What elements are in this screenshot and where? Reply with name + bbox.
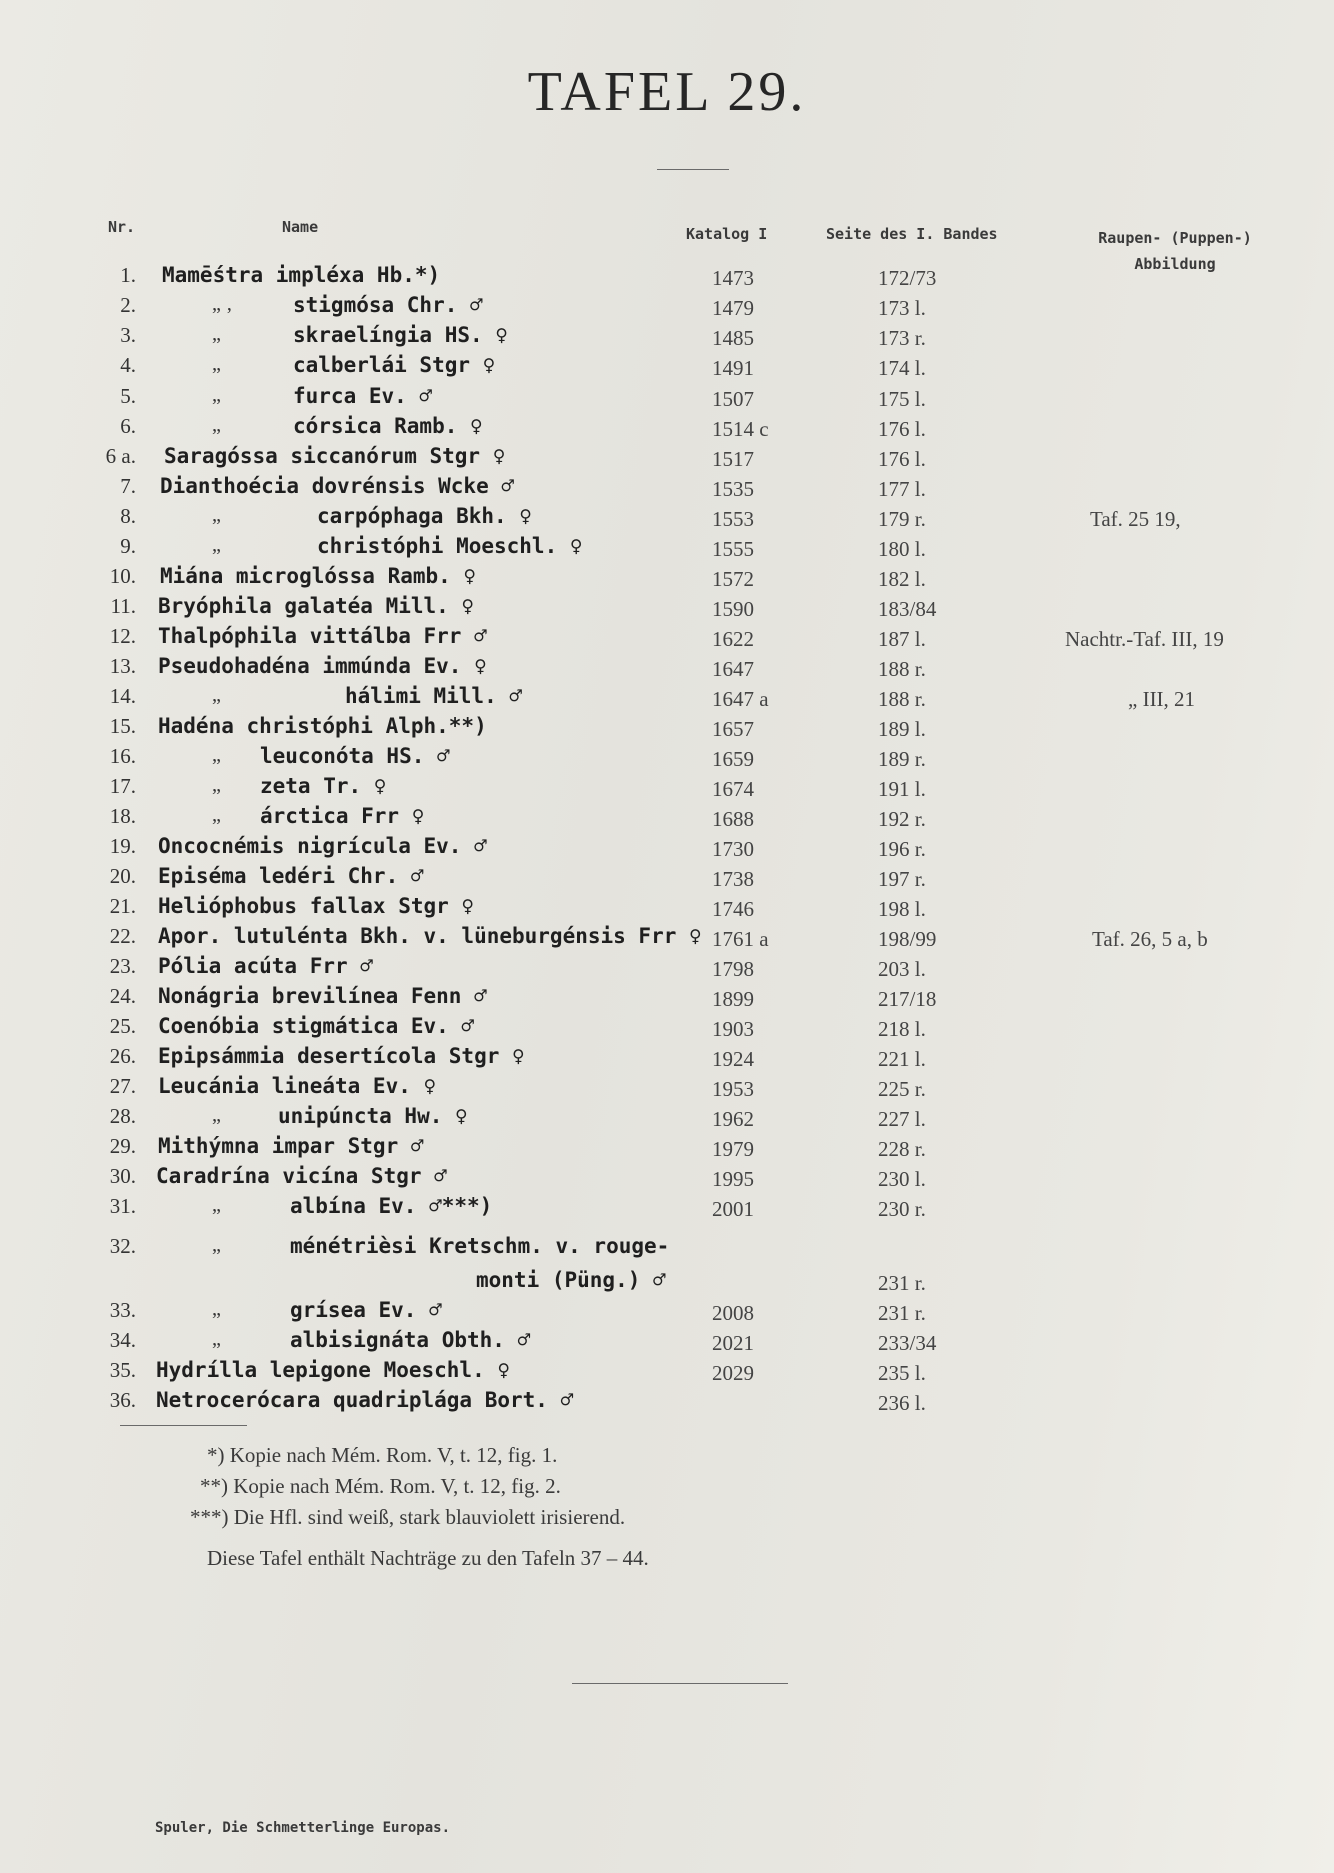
row-number: 25. [109,1014,136,1038]
page-reference: 233/34 [878,1331,937,1355]
ditto-mark: „ [212,1328,221,1350]
table-row [0,624,1334,654]
header-raupen-line2: Abbildung [1134,255,1216,273]
table-row [0,744,1334,774]
species-name: christóphi Moeschl. ♀ [317,534,583,558]
table-row [0,654,1334,684]
row-number: 15. [109,714,136,738]
katalog-number: 1517 [712,447,754,471]
table-row [0,504,1334,534]
page-reference: 175 l. [878,387,926,411]
row-number: 32. [109,1234,136,1258]
table-row [0,684,1334,714]
species-name: Miána microglóssa Ramb. ♀ [160,564,477,588]
table-row [0,323,1334,353]
ditto-mark: „ [212,1104,221,1126]
katalog-number: 1647 a [712,687,769,711]
species-name: córsica Ramb. ♀ [293,414,483,438]
katalog-number: 1979 [712,1137,754,1161]
species-name: Dianthoécia dovrénsis Wcke ♂ [160,474,515,498]
row-number: 2. [120,293,136,317]
row-number: 33. [109,1298,136,1322]
katalog-number: 1535 [712,477,754,501]
table-row [0,924,1334,954]
species-name: Hadéna christóphi Alph.**) [158,714,487,738]
table-row [0,474,1334,504]
page-reference: 188 r. [878,657,926,681]
species-name: carpóphaga Bkh. ♀ [317,504,532,528]
larva-figure-reference: „ III, 21 [1128,687,1196,711]
species-name: calberlái Stgr ♀ [293,353,496,377]
footnote: *) Kopie nach Mém. Rom. V, t. 12, fig. 1. [207,1443,558,1467]
table-row [0,1164,1334,1194]
page-reference: 198 l. [878,897,926,921]
page-reference: 236 l. [878,1391,926,1415]
table-row [0,534,1334,564]
table-row [0,954,1334,984]
row-number: 20. [109,864,136,888]
table-row [0,353,1334,383]
species-name: Bryóphila galatéa Mill. ♀ [158,594,475,618]
ditto-mark: „ [212,534,221,556]
page-reference: 176 l. [878,447,926,471]
page-reference: 180 l. [878,537,926,561]
table-row [0,714,1334,744]
row-number: 11. [110,594,136,618]
page-reference: 231 r. [878,1301,926,1325]
page-reference: 182 l. [878,567,926,591]
katalog-number: 1995 [712,1167,754,1191]
page-reference: 197 r. [878,867,926,891]
header-raupen-line1: Raupen- (Puppen-) [1098,229,1252,247]
row-number: 18. [109,804,136,828]
row-number: 27. [109,1074,136,1098]
row-number: 13. [109,654,136,678]
katalog-number: 1555 [712,537,754,561]
ditto-mark: „ [212,804,221,826]
table-row [0,1134,1334,1164]
row-number: 8. [120,504,136,528]
species-name: skraelíngia HS. ♀ [293,323,508,347]
page-reference: 189 r. [878,747,926,771]
table-row [0,594,1334,624]
footer-citation: Spuler, Die Schmetterlinge Europas. [155,1820,451,1836]
page-reference: 230 r. [878,1197,926,1221]
species-name: Netrocerócara quadriplága Bort. ♂ [156,1388,574,1412]
species-name: Caradrína vicína Stgr ♂ [156,1164,447,1188]
table-row [0,1388,1334,1418]
katalog-number: 1507 [712,387,754,411]
title-rule [657,169,729,170]
page-reference: 189 l. [878,717,926,741]
page-reference: 196 r. [878,837,926,861]
header-name: Name [282,218,319,236]
page-reference: 174 l. [878,356,926,380]
page-reference: 188 r. [878,687,926,711]
katalog-number: 1590 [712,597,754,621]
page-reference: 218 l. [878,1017,926,1041]
header-seite: Seite des I. Bandes [826,225,998,243]
species-name: Pseudohadéna immúnda Ev. ♀ [158,654,487,678]
katalog-number: 2029 [712,1361,754,1385]
ditto-mark: „ [212,1194,221,1216]
katalog-number: 1730 [712,837,754,861]
katalog-number: 1798 [712,957,754,981]
katalog-number: 1473 [712,266,754,290]
katalog-number: 1491 [712,356,754,380]
page-reference: 191 l. [878,777,926,801]
table-row [0,1194,1334,1224]
row-number: 16. [109,744,136,768]
row-number: 22. [109,924,136,948]
katalog-number: 1738 [712,867,754,891]
table-row [0,774,1334,804]
species-name: ménétrièsi Kretschm. v. rouge- [290,1234,670,1258]
katalog-number: 1899 [712,987,754,1011]
ditto-mark: „ [212,504,221,526]
row-number: 1. [120,263,136,287]
table-row [0,414,1334,444]
ditto-mark: „ [212,384,221,406]
row-number: 34. [109,1328,136,1352]
row-number: 12. [109,624,136,648]
table-row [0,1104,1334,1134]
katalog-number: 2021 [712,1331,754,1355]
katalog-number: 1514 c [712,417,769,441]
larva-figure-reference: Nachtr.-Taf. III, 19 [1065,627,1224,651]
table-row [0,293,1334,323]
table-row [0,444,1334,474]
species-name: Episéma ledéri Chr. ♂ [158,864,424,888]
table-row [0,1298,1334,1328]
katalog-number: 2001 [712,1197,754,1221]
header-katalog: Katalog I [686,225,768,243]
ditto-mark: „ ‚ [212,293,233,315]
species-name: Coenóbia stigmática Ev. ♂ [158,1014,475,1038]
species-name: grísea Ev. ♂ [290,1298,442,1322]
row-number: 23. [109,954,136,978]
ditto-mark: „ [212,353,221,375]
page-reference: 225 r. [878,1077,926,1101]
katalog-number: 2008 [712,1301,754,1325]
species-name: leuconóta HS. ♂ [260,744,450,768]
species-name: Helióphobus fallax Stgr ♀ [158,894,475,918]
katalog-number: 1485 [712,326,754,350]
footnote: **) Kopie nach Mém. Rom. V, t. 12, fig. 2. [200,1474,561,1498]
species-name: Pólia acúta Frr ♂ [158,954,373,978]
row-number: 3. [120,323,136,347]
species-name: albisignáta Obth. ♂ [290,1328,531,1352]
table-row [0,834,1334,864]
page-reference: 230 l. [878,1167,926,1191]
species-name: stigmósa Chr. ♂ [293,293,483,317]
table-row [0,1358,1334,1388]
species-name: zeta Tr. ♀ [260,774,387,798]
row-number: 10. [109,564,136,588]
ditto-mark: „ [212,684,221,706]
species-name: Oncocnémis nigrícula Ev. ♂ [158,834,487,858]
species-name: Thalpóphila vittálba Frr ♂ [158,624,487,648]
page-reference: 177 l. [878,477,926,501]
species-name: Epipsámmia desertícola Stgr ♀ [158,1044,525,1068]
row-number: 5. [120,384,136,408]
ditto-mark: „ [212,1234,221,1256]
ditto-mark: „ [212,323,221,345]
ditto-mark: „ [212,774,221,796]
table-row [0,1044,1334,1074]
species-name: unipúncta Hw. ♀ [278,1104,468,1128]
page-reference: 235 l. [878,1361,926,1385]
species-name: Apor. lutulénta Bkh. v. lüneburgénsis Frr ♀ [158,924,702,948]
katalog-number: 1674 [712,777,754,801]
row-number: 24. [109,984,136,1008]
ditto-mark: „ [212,744,221,766]
page-reference: 183/84 [878,597,937,621]
row-number: 19. [109,834,136,858]
row-number: 26. [109,1044,136,1068]
page-title: TAFEL 29. [527,61,807,123]
row-number: 35. [109,1358,136,1382]
species-name: Saragóssa siccanórum Stgr ♀ [164,444,506,468]
species-name: albína Ev. ♂***) [290,1194,493,1218]
table-row [0,1234,1334,1264]
table-row [0,1328,1334,1358]
page-reference: 217/18 [878,987,937,1011]
katalog-number: 1659 [712,747,754,771]
species-name: hálimi Mill. ♂ [345,684,523,708]
larva-figure-reference: Taf. 25 19, [1090,507,1181,531]
table-row [0,984,1334,1014]
page-reference: 203 l. [878,957,926,981]
page-reference: 172/73 [878,266,937,290]
row-number: 7. [120,474,136,498]
footnote: ***) Die Hfl. sind weiß, stark blauviolett irisierend. [190,1505,626,1529]
page-reference: 227 l. [878,1107,926,1131]
katalog-number: 1657 [712,717,754,741]
katalog-number: 1622 [712,627,754,651]
species-name: árctica Frr ♀ [260,804,425,828]
footnote-rule [120,1425,247,1426]
row-number: 21. [109,894,136,918]
katalog-number: 1688 [712,807,754,831]
katalog-number: 1962 [712,1107,754,1131]
table-row [0,864,1334,894]
page-reference: 231 r. [878,1271,926,1295]
table-row [0,564,1334,594]
page-reference: 192 r. [878,807,926,831]
katalog-number: 1924 [712,1047,754,1071]
katalog-number: 1647 [712,657,754,681]
page-reference: 173 l. [878,296,926,320]
katalog-number: 1746 [712,897,754,921]
species-name: furca Ev. ♂ [293,384,433,408]
katalog-number: 1479 [712,296,754,320]
table-row [0,263,1334,293]
katalog-number: 1761 a [712,927,769,951]
page-reference: 176 l. [878,417,926,441]
row-number: 30. [109,1164,136,1188]
table-row [0,894,1334,924]
table-row [0,1268,1334,1298]
larva-figure-reference: Taf. 26, 5 a, b [1092,927,1208,951]
row-number: 17. [109,774,136,798]
katalog-number: 1903 [712,1017,754,1041]
table-row [0,1074,1334,1104]
katalog-number: 1553 [712,507,754,531]
page-reference: 179 r. [878,507,926,531]
page-reference: 198/99 [878,927,937,951]
bottom-rule [572,1683,788,1684]
table-row [0,384,1334,414]
plate-note: Diese Tafel enthält Nachträge zu den Tafeln 37 – 44. [207,1546,649,1570]
species-name: Hydrílla lepigone Moeschl. ♀ [156,1358,511,1382]
row-number: 4. [120,353,136,377]
species-name: Nonágria brevilínea Fenn ♂ [158,984,487,1008]
row-number: 14. [109,684,136,708]
species-name: Leucánia lineáta Ev. ♀ [158,1074,437,1098]
ditto-mark: „ [212,414,221,436]
page-reference: 221 l. [878,1047,926,1071]
table-row [0,804,1334,834]
row-number: 28. [109,1104,136,1128]
species-name: Mamḗstra impléxa Hb.*) [162,263,441,287]
header-nr: Nr. [108,218,136,236]
page-reference: 187 l. [878,627,926,651]
ditto-mark: „ [212,1298,221,1320]
row-number: 6 a. [105,444,136,468]
row-number: 6. [120,414,136,438]
row-number: 9. [120,534,136,558]
row-number: 29. [109,1134,136,1158]
katalog-number: 1572 [712,567,754,591]
katalog-number: 1953 [712,1077,754,1101]
page-reference: 173 r. [878,326,926,350]
page-reference: 228 r. [878,1137,926,1161]
species-name: Mithýmna impar Stgr ♂ [158,1134,424,1158]
row-number: 31. [109,1194,136,1218]
row-number: 36. [109,1388,136,1412]
table-row [0,1014,1334,1044]
species-name: monti (Püng.) ♂ [476,1268,666,1292]
